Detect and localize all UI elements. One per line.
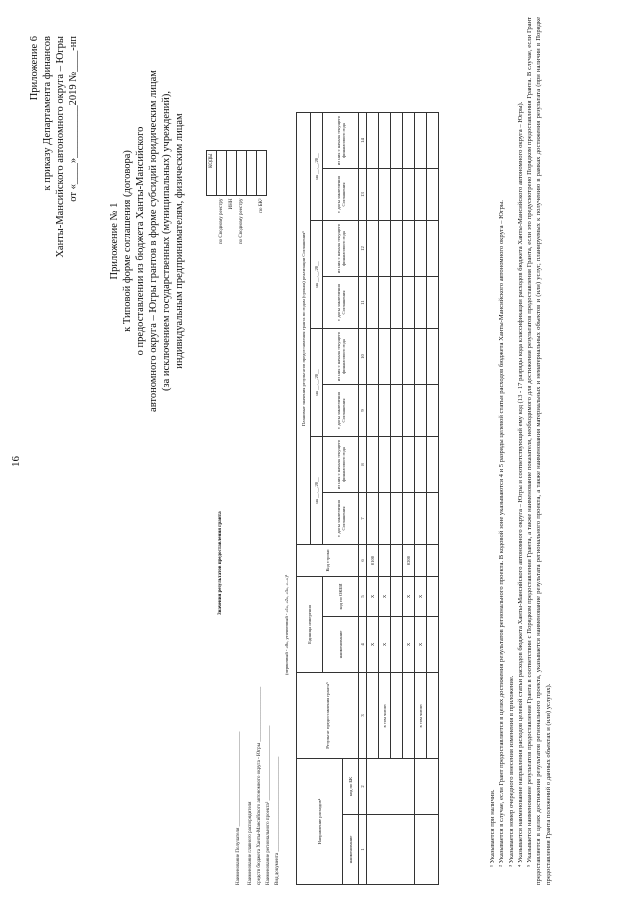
form-fields: [234, 575, 291, 885]
x-cell: Х: [367, 577, 379, 617]
table-row: [367, 113, 379, 885]
col-num: 12: [359, 221, 367, 277]
col-from-date: с даты заключения Соглашения: [323, 385, 359, 437]
x-cell: Х: [403, 617, 415, 673]
bk-label: по БК²: [259, 198, 264, 213]
codes-header: КОДЫ: [207, 150, 217, 195]
row-including: в том числе:: [415, 673, 427, 759]
year-2: на __.__.20__: [311, 329, 323, 437]
inn-text: ИНН: [229, 198, 234, 210]
col-num: 1: [359, 815, 367, 885]
header-line: Приложение 6: [29, 36, 40, 101]
col-from-date: с даты заключения Соглашения: [323, 169, 359, 221]
x-cell: Х: [379, 577, 391, 617]
year-3: на __.__.20__: [311, 221, 323, 329]
x-cell: Х: [367, 617, 379, 673]
x-cell: Х: [403, 577, 415, 617]
col-result: Результат предоставления гранта⁵: [297, 673, 359, 759]
inn-label: по Сводному реестру: [219, 198, 224, 244]
year-1: на __.__.20__: [311, 437, 323, 545]
recipient-field: Наименование Получателя ______________________________________: [236, 731, 241, 885]
col-okei: код по ОКЕИ: [323, 577, 359, 617]
col-from-year: из них с начала текущего финансового года: [323, 437, 359, 493]
order-header: [28, 36, 80, 258]
col-from-year: из них с начала текущего финансового года: [323, 329, 359, 385]
footnote: ¹ Указывается при наличии.: [489, 789, 496, 867]
col-num: 3: [359, 673, 367, 759]
project-field: Наименование регионального проекта² ______________________________: [266, 725, 271, 885]
header-line: Ханты-Мансийского автономного округа – Югры: [55, 36, 66, 258]
appendix-header: [108, 26, 186, 456]
col-num: 4: [359, 617, 367, 673]
footnotes: [488, 17, 553, 885]
x-cell: Х: [415, 617, 427, 673]
table-row: [415, 113, 427, 885]
footnote: ⁵ Указывается наименование результатов предоставления Гранта в соответствии с Порядком предоставления Гранта, а также наименование показателя, необходимого для достижения результатов предоставления Гранта, если это предусмотрено Порядком предоставления Гранта. В случае, если Грант предоставляется в целях достижения результатов регионального проекта, указывается наименование результата регионального проекта, а также наименования материальных и нематериальных объектов и (или) услуг, планируемых к получению в рамках достижения результата (при наличии в Порядке предоставления Гранта положений о данных объектах и (или) услугах).: [526, 17, 552, 885]
header-line: Приложение № 1: [109, 202, 120, 280]
col-plan: Плановые значения результатов предоставления гранта по годам (срокам) реализации Соглашения⁶: [297, 113, 311, 545]
year-4: на __.__.20__: [311, 113, 323, 221]
doc-type-hint: (первичный - «0», уточненный - «1», «2», «3», «...»)³: [284, 574, 289, 675]
col-code: Код строки: [297, 545, 359, 577]
header-line: индивидуальным предпринимателям, физическим лицам: [174, 113, 185, 369]
codes-box: [206, 150, 267, 247]
col-from-year: из них с начала текущего финансового года: [323, 113, 359, 169]
x-cell: Х: [415, 577, 427, 617]
col-unit-name: наименование: [323, 617, 359, 673]
footnote: ² Указывается в случае, если Грант предоставляется в целях достижения результатов регионального проекта. В кодовой зоне указываются 4 и 5 разряды целевой статьи расходов бюджета Ханты-Мансийского автономного округа – Югры.: [498, 200, 506, 867]
svod-label: по Сводному реестру: [239, 198, 244, 244]
col-num: 8: [359, 437, 367, 493]
table-title: Значения результатов предоставления гранта: [218, 511, 223, 615]
grbs-field-line2: средств бюджета Ханты-Мансийского автономного округа - Югры ______________________: [257, 686, 262, 885]
col-from-date: с даты заключения Соглашения: [323, 493, 359, 545]
row-code: 0200: [403, 545, 415, 577]
col-num: 6: [359, 545, 367, 577]
doc-type-field: Вид документа ______________________________________: [275, 756, 280, 885]
x-cell: Х: [379, 617, 391, 673]
col-num: 13: [359, 169, 367, 221]
header-line: к Типовой форме соглашения (договора): [122, 150, 133, 332]
col-num: 7: [359, 493, 367, 545]
col-num: 2: [359, 759, 367, 815]
col-num: 11: [359, 277, 367, 329]
row-including: в том числе:: [379, 673, 391, 759]
col-unit: Единица измерения: [297, 577, 323, 673]
footnote: ⁴ Указывается наименование направления расходов целевой статьи расходов бюджета Ханты-Мансийского автономного округа – Югры и соответствующий ему код (13 - 17 разряды кода классификации расходов бюджета Ханты-Мансийского автономного округа – Югры).: [516, 101, 524, 867]
header-line: автономного округа – Югры грантов в форме субсидий юридическим лицам: [148, 70, 159, 412]
col-from-date: с даты заключения Соглашения: [323, 277, 359, 329]
row-code: 0100: [367, 545, 379, 577]
grbs-field-line1: Наименование главного распорядителя: [248, 801, 253, 885]
page-number: 16: [10, 456, 22, 467]
results-table: [296, 112, 439, 885]
col-kbk: код по БК: [343, 759, 359, 815]
col-name: наименование: [343, 815, 359, 885]
header-line: к приказу Департамента финансов: [42, 36, 53, 191]
col-num: 10: [359, 329, 367, 385]
col-num: 14: [359, 113, 367, 169]
header-line: (за исключением государственных (муниципальных) учреждений),: [161, 91, 172, 391]
col-from-year: из них с начала текущего финансового года: [323, 221, 359, 277]
header-line: от «____»__________2019 №____-нп: [68, 36, 79, 202]
footnote: ³ Указывается номер очередного внесения изменения в приложение.: [507, 675, 515, 867]
col-num: 9: [359, 385, 367, 437]
col-direction: Направление расходов⁴: [297, 759, 343, 885]
col-num: 5: [359, 577, 367, 617]
header-line: о предоставлении из бюджета Ханты-Мансийского: [135, 126, 146, 356]
